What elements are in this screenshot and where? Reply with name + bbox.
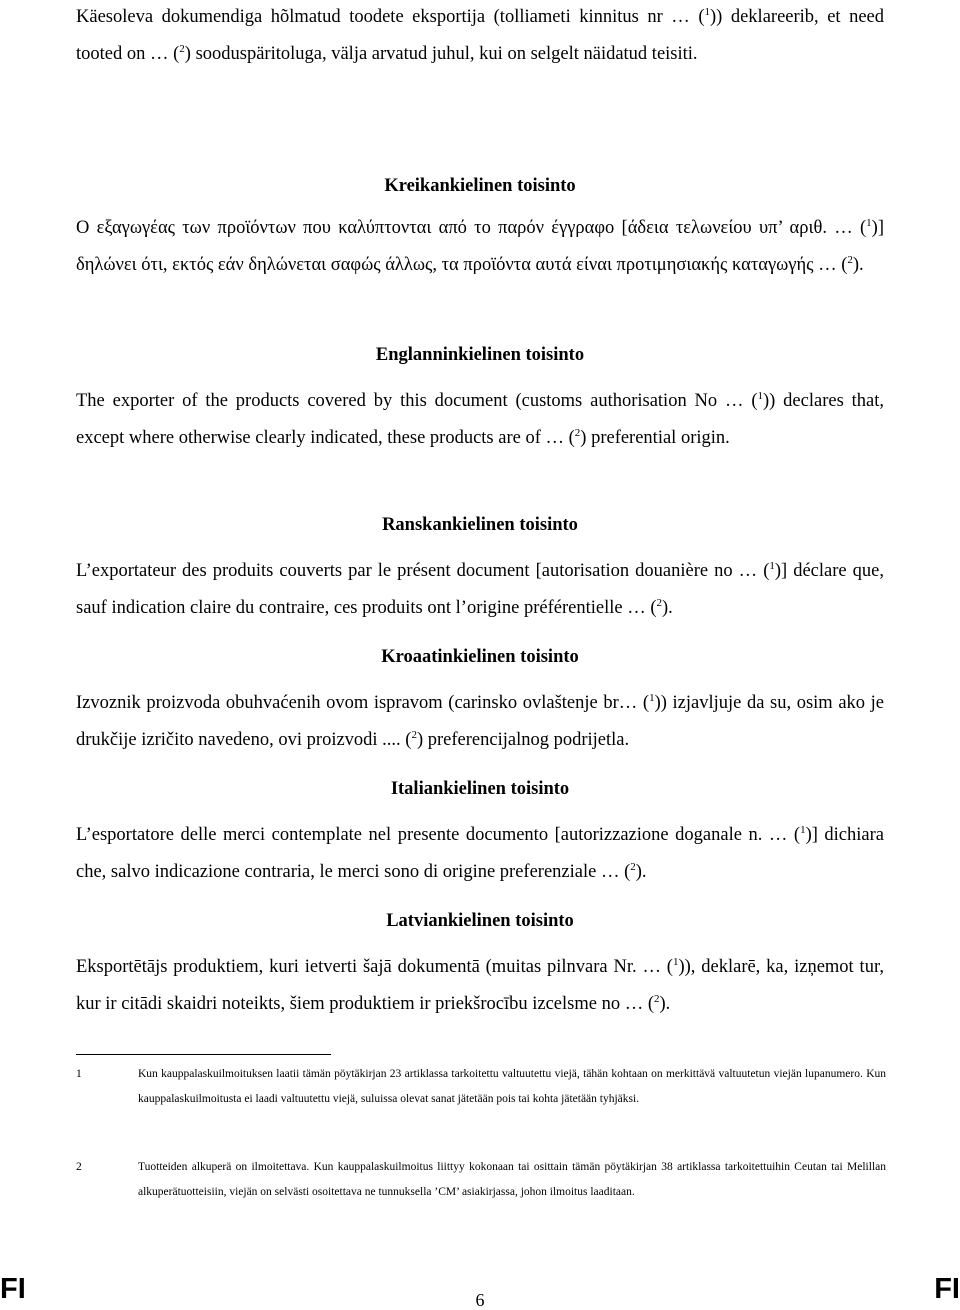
section-heading-english: Englanninkielinen toisinto <box>375 345 585 365</box>
section-text-croatian: Izvoznik proizvoda obuhvaćenih ovom ispravom (carinsko ovlaštenje br… ($^1$)) izjavljuje da su, osim ako je drukčije izričito navedeno, ovi proizvodi .... ($^2$) preferencijalnog podrijetla. <box>76 692 884 750</box>
footnote-ref: 1 <box>649 692 655 704</box>
footnote-ref: 1 <box>757 390 764 402</box>
section-text-italian: L’esportatore delle merci contemplate nel presente documento [autorizzazione doganale n. … ($^1$)] dichiara che, salvo indicazione contraria, le merci sono di origine preferenziale … ($^2$). <box>76 824 884 882</box>
section-heading-greek: Kreikankielinen toisinto <box>384 176 576 196</box>
footnote-ref: 2 <box>411 729 417 741</box>
section-heading-croatian: Kroaatinkielinen toisinto <box>381 647 579 667</box>
section-heading-italian: Italiankielinen toisinto <box>390 779 570 799</box>
footnote-ref: 1 <box>704 6 710 18</box>
footnote-ref: 1 <box>866 217 872 229</box>
section-text-greek: Ο εξαγωγέας των προϊόντων που καλύπτονται από το παρόν έγγραφο [άδεια τελωνείου υπ’ αριθ. … ($^1$)] δηλώνει ότι, εκτός εάν δηλώνεται σαφώς άλλως, τα προϊόντα αυτά είναι προτιμησιακής καταγωγής … ($^2$). <box>76 217 884 275</box>
footnote-ref: 1 <box>672 956 679 968</box>
footnote-ref: 2 <box>574 427 581 439</box>
footnote-number: 1 <box>76 1068 82 1080</box>
footnote-number: 2 <box>76 1161 82 1173</box>
language-code-left: FI <box>0 1273 26 1305</box>
footnote-ref: 2 <box>654 993 660 1005</box>
footnote-ref: 1 <box>800 824 806 836</box>
footnote-ref: 2 <box>179 43 185 55</box>
section-text-english: The exporter of the products covered by this document (customs authorisation No … ($^1$)) declares that, except where otherwise clearly indicated, these products are of … ($^2$) preferential origin. <box>76 390 884 448</box>
footnote-separator <box>76 1054 331 1055</box>
footnote-text: Kun kauppalaskuilmoituksen laatii tämän pöytäkirjan 23 artiklassa tarkoitettu valtuutettu viejä, tähän kohtaan on merkittävä valtuutetun viejän lupanumero. Kun kauppalaskuilmoitusta ei laadi valtuutettu viejä, suluissa olevat sanat jätetään pois tai kohta jätetään tyhjäksi. <box>138 1068 886 1105</box>
page-number: 6 <box>475 1290 485 1310</box>
footnote-text: Tuotteiden alkuperä on ilmoitettava. Kun kauppalaskuilmoitus liittyy kokonaan tai osittain tämän pöytäkirjan 38 artiklassa tarkoitettuihin Ceutan tai Melillan alkuperätuotteisiin, viejän on selvästi osoitettava ne tunnuksella ’CM’ asiakirjassa, johon ilmoitus laaditaan. <box>138 1161 886 1198</box>
footnote-ref: 2 <box>656 597 662 609</box>
section-heading-french: Ranskankielinen toisinto <box>382 515 578 535</box>
language-code-right: FI <box>934 1273 960 1305</box>
footnote-ref: 2 <box>847 254 853 266</box>
section-heading-latvian: Latviankielinen toisinto <box>386 911 574 931</box>
intro-paragraph: Käesoleva dokumendiga hõlmatud toodete eksportija (tolliameti kinnitus nr … ($^1$)) deklareerib, et need tooted on … ($^2$) sooduspäritoluga, välja arvatud juhul, kui on selgelt näidatud teisiti. <box>76 6 884 64</box>
section-text-latvian: Eksportētājs produktiem, kuri ietverti šajā dokumentā (muitas pilnvara Nr. … ($^1$)), deklarē, ka, izņemot tur, kur ir citādi skaidri noteikts, šiem produktiem ir priekšrocību izcelsme no … ($^2$). <box>76 956 884 1014</box>
footnote-ref: 1 <box>769 560 775 572</box>
section-text-french: L’exportateur des produits couverts par le présent document [autorisation douanière no … ($^1$)] déclare que, sauf indication claire du contraire, ces produits ont l’origine préférentielle … ($^2$). <box>76 560 884 618</box>
footnote-ref: 2 <box>630 861 636 873</box>
